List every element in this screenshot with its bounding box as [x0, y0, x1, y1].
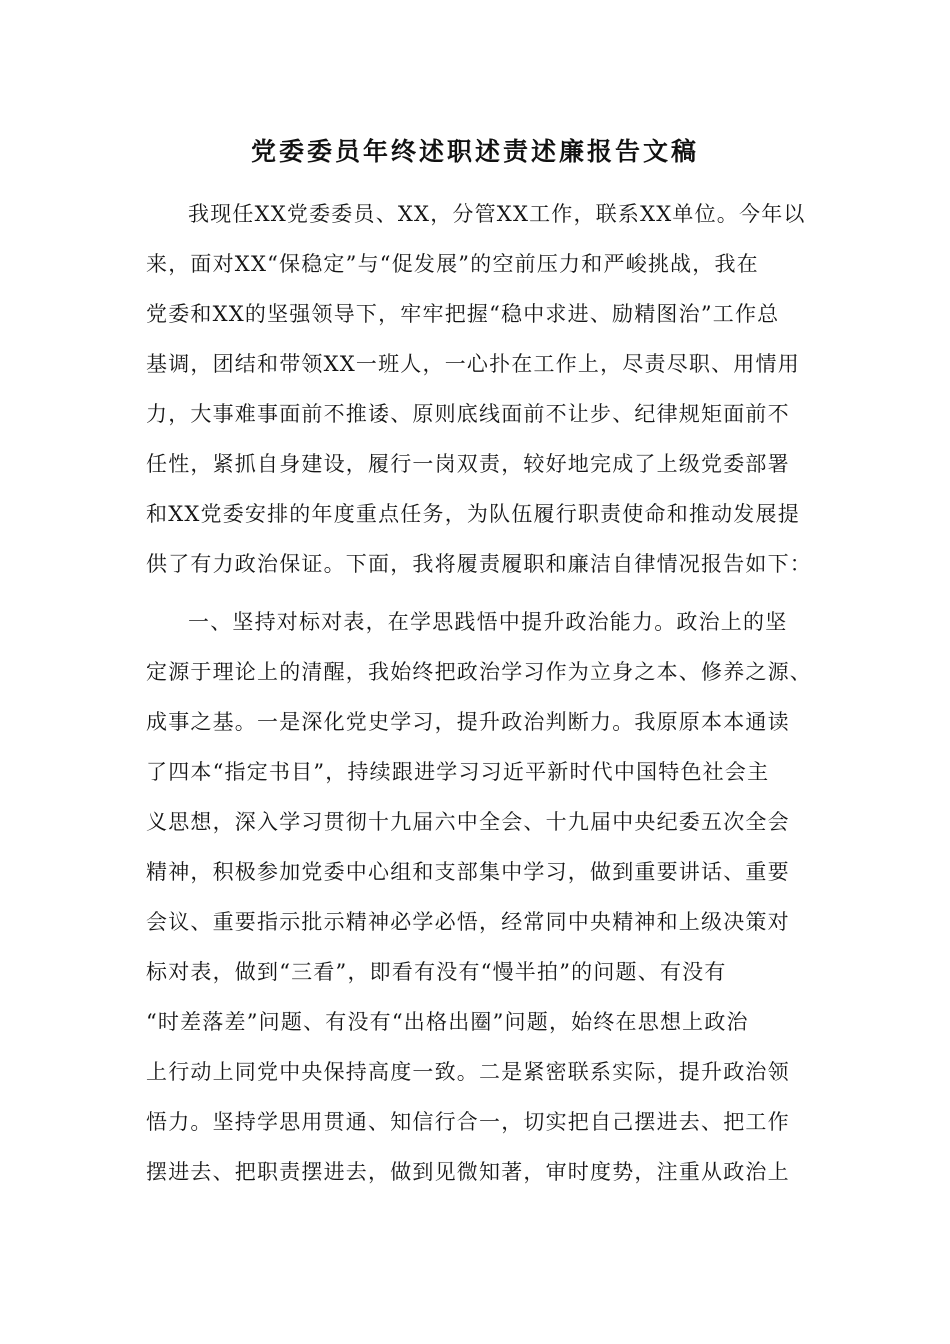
paragraph-line: 和XX党委安排的年度重点任务，为队伍履行职责使命和推动发展提: [146, 502, 800, 526]
paragraph-line: 了四本“指定书目”，持续跟进学习习近平新时代中国特色社会主: [146, 760, 770, 784]
paragraph-line: 来，面对XX“保稳定”与“促发展”的空前压力和严峻挑战，我在: [146, 252, 759, 276]
paragraph-line: 供了有力政治保证。下面，我将履责履职和廉洁自律情况报告如下：: [146, 552, 812, 576]
paragraph-line: 一、坚持对标对表，在学思践悟中提升政治能力。政治上的坚: [188, 610, 788, 634]
paragraph-line: 会议、重要指示批示精神必学必悟，经常同中央精神和上级决策对: [146, 910, 790, 934]
document-title: 党委委员年终述职述责述廉报告文稿: [250, 137, 699, 166]
paragraph-line: 成事之基。一是深化党史学习，提升政治判断力。我原原本本通读: [146, 710, 790, 734]
paragraph-line: “时差落差”问题、有没有“出格出圈”问题，始终在思想上政治: [146, 1010, 749, 1034]
paragraph-line: 定源于理论上的清醒，我始终把政治学习作为立身之本、修养之源、: [146, 660, 812, 684]
paragraph-line: 党委和XX的坚强领导下，牢牢把握“稳中求进、励精图治”工作总: [146, 302, 780, 326]
paragraph-line: 标对表，做到“三看”，即看有没有“慢半拍”的问题、有没有: [146, 960, 727, 984]
paragraph-line: 上行动上同党中央保持高度一致。二是紧密联系实际，提升政治领: [146, 1060, 790, 1084]
paragraph-line: 基调，团结和带领XX一班人，一心扑在工作上，尽责尽职、用情用: [146, 352, 800, 376]
paragraph-line: 悟力。坚持学思用贯通、知信行合一，切实把自己摆进去、把工作: [146, 1110, 790, 1134]
paragraph-line: 我现任XX党委委员、XX，分管XX工作，联系XX单位。今年以: [188, 202, 806, 226]
paragraph-line: 义思想，深入学习贯彻十九届六中全会、十九届中央纪委五次全会: [146, 810, 790, 834]
paragraph-line: 精神，积极参加党委中心组和支部集中学习，做到重要讲话、重要: [146, 860, 790, 884]
paragraph-line: 任性，紧抓自身建设，履行一岗双责，较好地完成了上级党委部署: [146, 452, 790, 476]
paragraph-line: 摆进去、把职责摆进去，做到见微知著，审时度势，注重从政治上: [146, 1160, 790, 1184]
paragraph-line: 力，大事难事面前不推诿、原则底线面前不让步、纪律规矩面前不: [146, 402, 790, 426]
